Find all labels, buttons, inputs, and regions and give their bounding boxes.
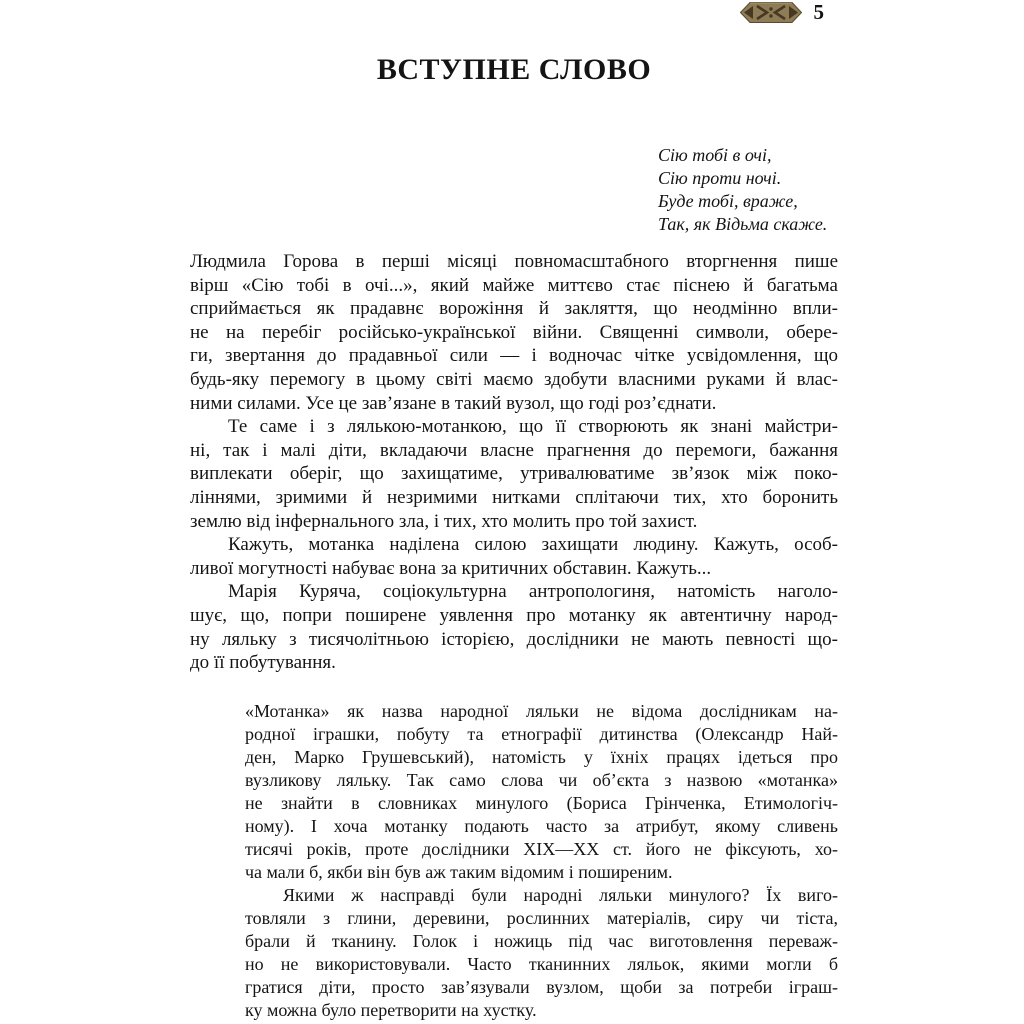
page-title: ВСТУПНЕ СЛОВО: [376, 53, 652, 86]
text-line: брали й тканину. Голок і ножиць під час виготовлення переваж-: [245, 931, 838, 951]
paragraph: [190, 533, 838, 580]
text-line: ну ляльку з тисячолітньою історією, дослідники не мають певності що-: [190, 628, 838, 650]
text-line: шує, що, попри поширене уявлення про мотанку як автентичну народ-: [190, 604, 838, 626]
paragraph: [190, 415, 838, 533]
text-line: ку можна було перетворити на хустку.: [245, 1000, 537, 1020]
text-line: гратися діти, просто зав’язували вузлом, щоби за потреби іграш-: [245, 977, 838, 997]
page-number: 5: [813, 0, 824, 24]
paragraph: [190, 250, 838, 415]
text-line: ні, так і малі діти, вкладаючи власне прагнення до перемоги, бажання: [190, 439, 838, 461]
quote-block: [245, 700, 838, 1022]
text-line: вірш «Сію тобі в очі...», який майже миттєво стає піснею й багатьма: [190, 274, 838, 296]
text-line: ливої могутності набуває вона за критичних обставин. Кажуть...: [190, 557, 712, 579]
paragraph: [245, 884, 838, 1022]
text-line: ден, Марко Грушевський), натомість у їхніх працях ідеться про: [245, 747, 838, 767]
text-line: ча мали б, якби він був аж таким відомим і поширеним.: [245, 862, 673, 882]
text-line: землю від інфернального зла, і тих, хто молить про той захист.: [190, 510, 698, 532]
text-line: Те саме і з лялькою-мотанкою, що її створюють як знані майстри-: [228, 416, 838, 438]
text-line: будь-яку перемогу в цьому світі маємо здобути власними руками й влас-: [190, 368, 838, 390]
epigraph-line: Сію проти ночі.: [658, 168, 782, 188]
text-line: но не використовували. Часто тканинних ляльок, якими могли б: [245, 954, 838, 974]
text-line: Якими ж насправді були народні ляльки минулого? Їх виго-: [283, 885, 838, 905]
text-line: товляли з глини, деревини, рослинних матеріалів, сиру чи тіста,: [245, 908, 838, 928]
text-line: родної іграшки, побуту та етнографії дитинства (Олександр Най-: [245, 724, 838, 744]
page-header: [740, 1, 825, 23]
paragraph: [190, 580, 838, 674]
epigraph-line: Так, як Відьма скаже.: [658, 214, 828, 234]
text-line: ги, звертання до прадавньої сили — і водночас чітке усвідомлення, що: [190, 345, 838, 367]
text-line: Людмила Горова в перші місяці повномасштабного вторгнення пише: [190, 251, 838, 272]
text-line: не на перебіг російсько-української війни. Священні символи, обере-: [190, 321, 838, 343]
text-line: не знайти в словниках минулого (Бориса Грінченка, Етимологіч-: [245, 793, 838, 813]
text-line: «Мотанка» як назва народної ляльки не відома дослідникам на-: [245, 701, 838, 721]
text-line: Марія Куряча, соціокультурна антропологиня, натомість наголо-: [228, 581, 838, 603]
text-line: ному). І хоча мотанку подають часто за атрибут, якому сливень: [245, 816, 838, 836]
text-line: вузликову ляльку. Так само слова чи об’єкта з назвою «мотанка»: [245, 770, 838, 790]
epigraph: [658, 144, 827, 236]
text-line: сприймається як прадавнє ворожіння й закляття, що неодмінно впли-: [190, 298, 838, 320]
epigraph-line: Сію тобі в очі,: [658, 145, 772, 165]
text-line: ними силами. Усе це зав’язане в такий вузол, що годі роз’єднати.: [190, 392, 717, 414]
paragraph: [245, 700, 838, 884]
text-line: ліннями, зримими й незримими нитками сплітаючи тих, хто боронить: [190, 486, 838, 508]
folk-hexagon-ornament-icon: [740, 2, 802, 23]
text-line: до її побутування.: [190, 652, 336, 674]
body-text: [190, 250, 838, 675]
text-line: виплекати оберіг, що захищатиме, утривалюватиме зв’язок між поко-: [190, 463, 838, 485]
text-line: Кажуть, мотанка наділена силою захищати людину. Кажуть, особ-: [228, 534, 838, 556]
text-line: тисячі років, проте дослідники XIX—XX ст. його не фіксують, хо-: [245, 839, 838, 859]
epigraph-line: Буде тобі, враже,: [658, 191, 798, 211]
